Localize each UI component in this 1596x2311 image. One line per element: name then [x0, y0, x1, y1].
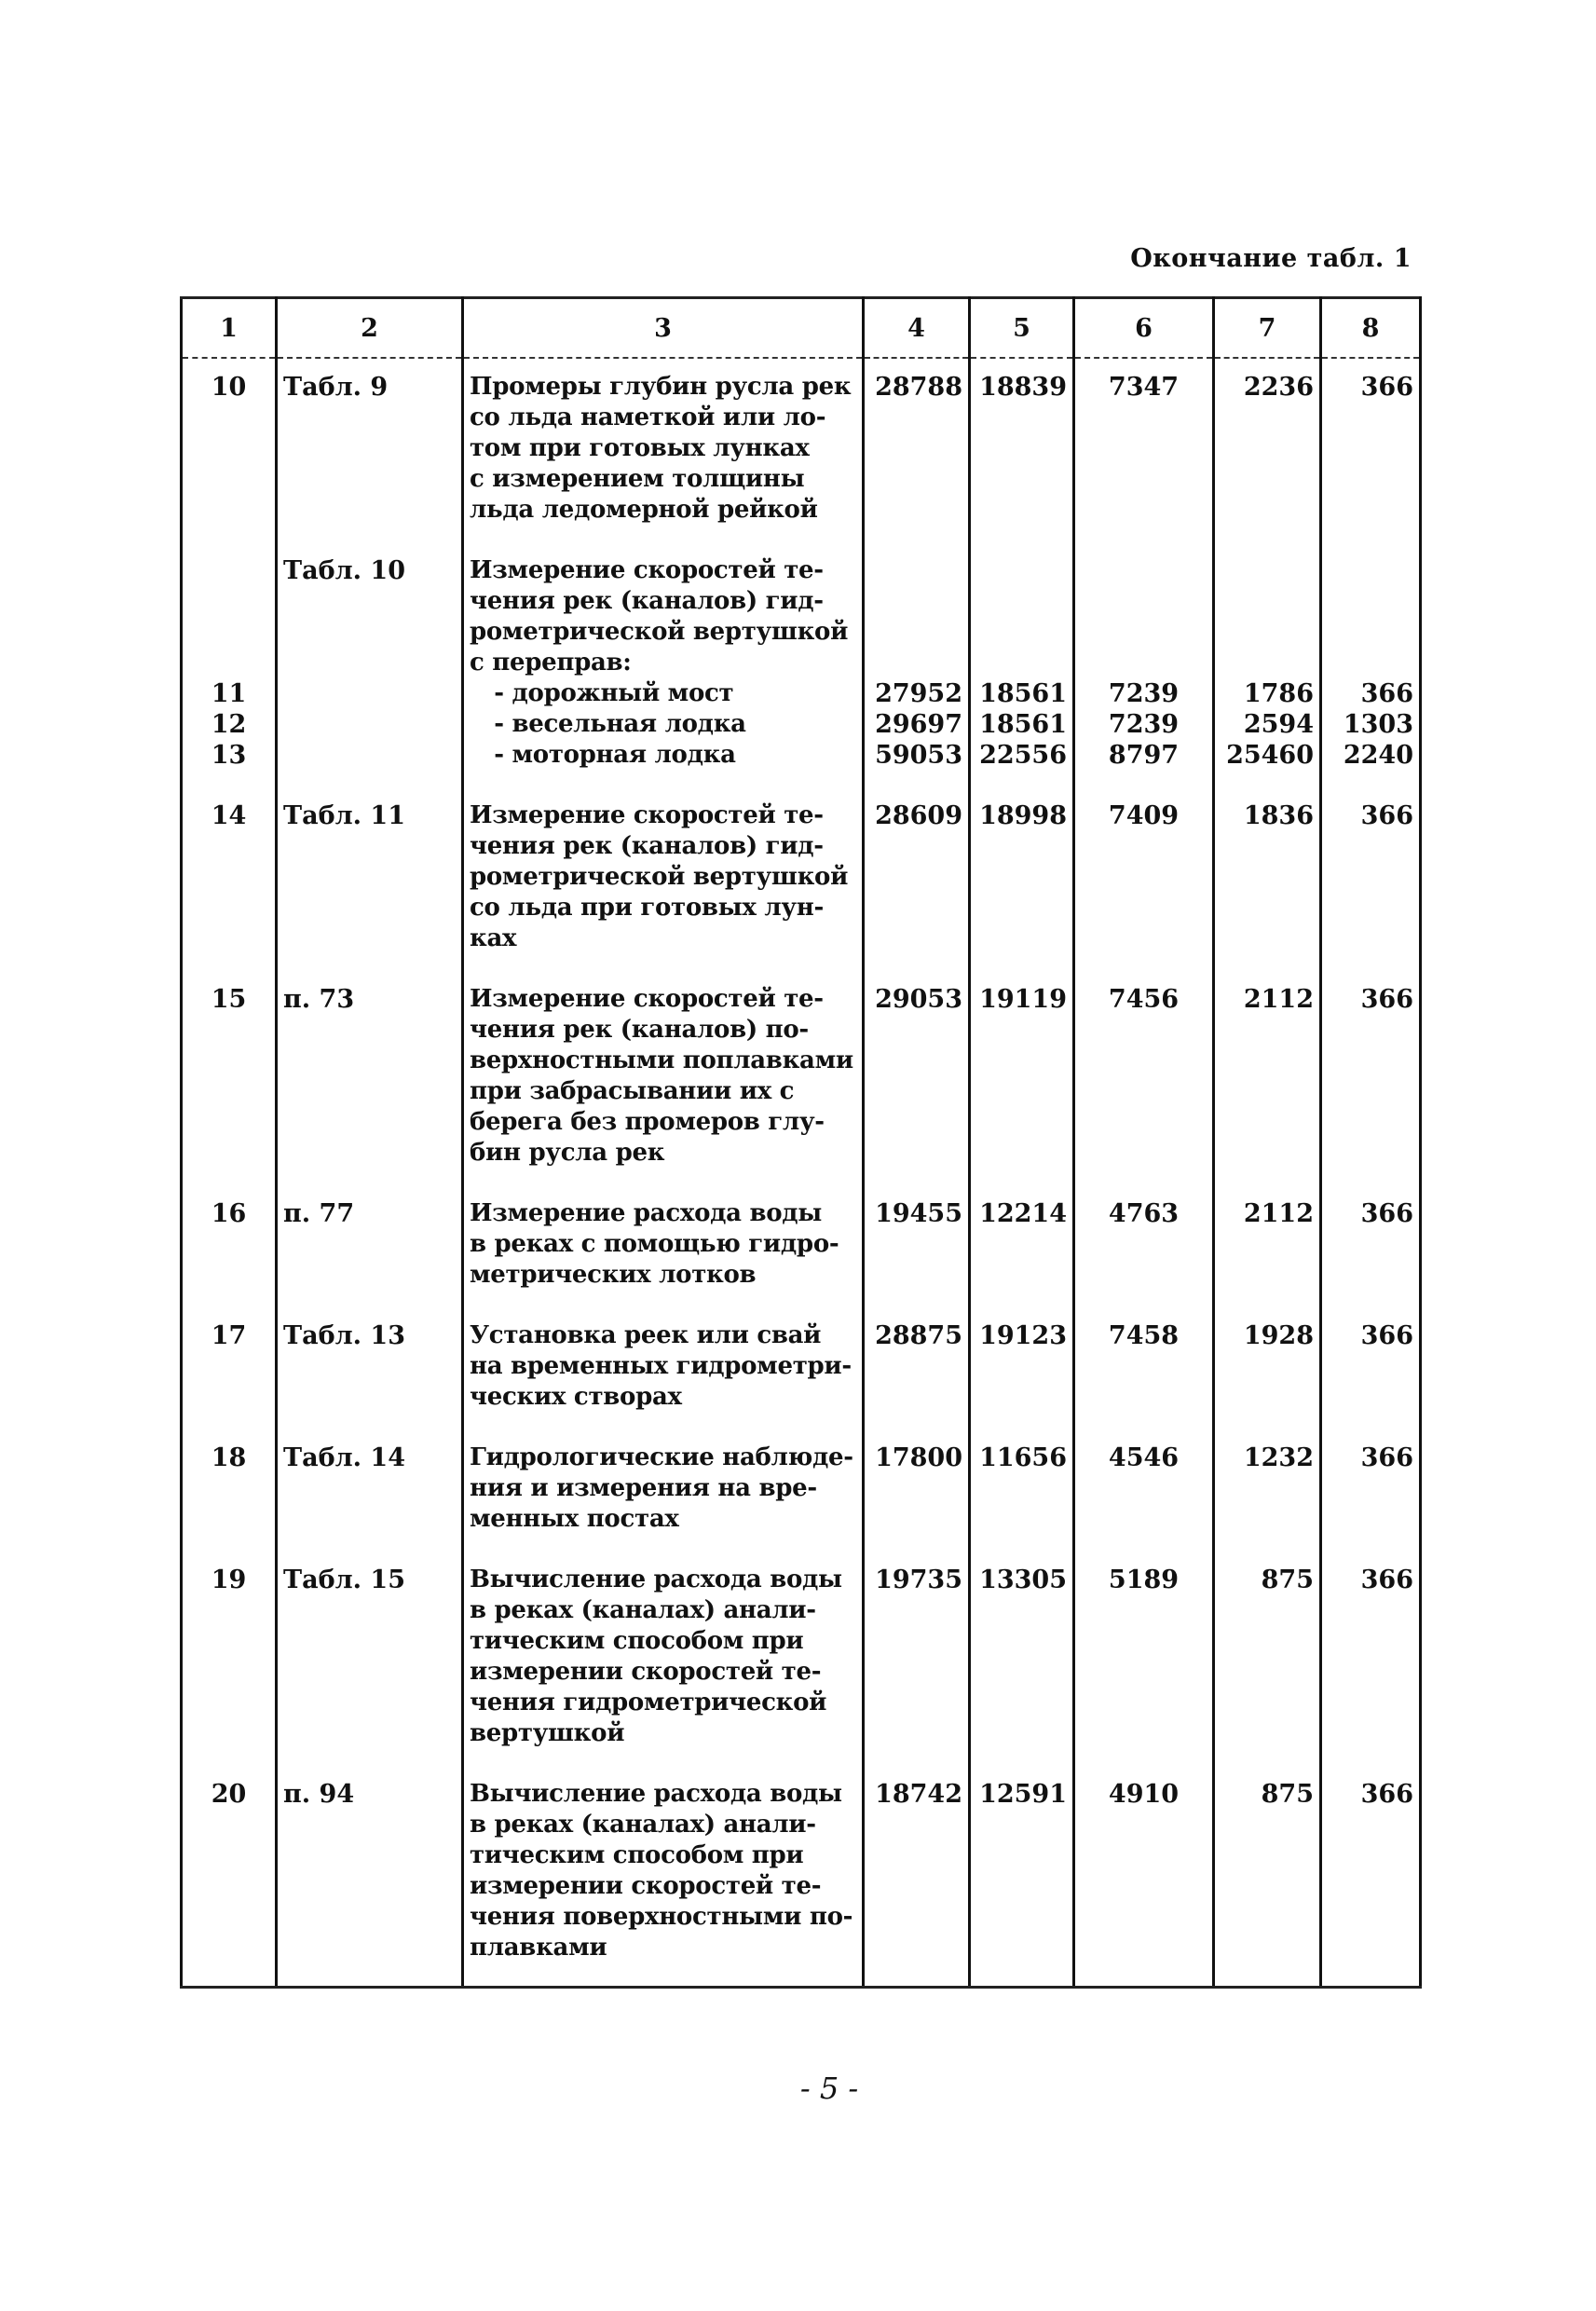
reference-cell: Табл. 14 [277, 1429, 463, 1552]
description-line: в реках (каналах) анали- [470, 1596, 816, 1624]
value-col5: 12214 [979, 1199, 1067, 1228]
description-line: с измерением толщины [470, 465, 805, 493]
description-line: метрических лотков [470, 1261, 757, 1289]
value-col6-cell [1074, 1307, 1214, 1429]
column-header: 3 [463, 298, 864, 359]
table-row [182, 358, 1421, 542]
description-cell [463, 358, 864, 542]
column-header: 4 [864, 298, 970, 359]
description-cell [463, 1185, 864, 1307]
description-line: ках [470, 924, 517, 952]
row-number: 12 [211, 710, 247, 739]
value-col8: 1303 [1343, 710, 1413, 739]
table-row [182, 1429, 1421, 1552]
value-col8: 366 [1360, 1443, 1413, 1472]
description-line: чения рек (каналов) по- [470, 1016, 809, 1044]
description-line: Измерение скоростей те- [470, 801, 824, 829]
value-col6: 4546 [1108, 1443, 1180, 1472]
value-col8: 366 [1360, 679, 1413, 708]
row-number: 16 [211, 1199, 247, 1228]
description-line: берега без промеров глу- [470, 1108, 825, 1136]
description-line: на временных гидрометри- [470, 1352, 852, 1380]
value-col5-cell [970, 787, 1074, 971]
value-col4-cell [864, 1429, 970, 1552]
value-col6: 8797 [1108, 741, 1180, 770]
row-number-cell [182, 1185, 277, 1307]
cost-table [180, 296, 1422, 1989]
value-col4-cell [864, 358, 970, 542]
reference-cell: п. 73 [277, 971, 463, 1185]
reference-cell: Табл. 9 [277, 358, 463, 542]
value-col7-cell [1214, 1429, 1321, 1552]
value-col7-cell [1214, 1766, 1321, 1988]
description-line: тическим способом при [470, 1627, 804, 1655]
row-number-cell [182, 542, 277, 787]
description-line: Установка реек или свай [470, 1321, 822, 1349]
value-col8-cell [1321, 358, 1421, 542]
value-col8-cell [1321, 1552, 1421, 1766]
description-line: бин русла рек [470, 1139, 665, 1167]
value-col7: 2236 [1243, 373, 1314, 402]
value-col7: 2112 [1243, 985, 1314, 1014]
value-col6: 7239 [1108, 679, 1180, 708]
row-number: 20 [211, 1780, 247, 1809]
table-body [182, 358, 1421, 1988]
row-number: 10 [211, 373, 247, 402]
value-col5: 19119 [979, 985, 1067, 1014]
value-col5: 18561 [979, 679, 1067, 708]
description-line: ческих створах [470, 1383, 682, 1411]
row-number: 15 [211, 985, 247, 1014]
value-col6-cell [1074, 1766, 1214, 1988]
value-col6: 7456 [1108, 985, 1180, 1014]
reference-cell: Табл. 10 [277, 542, 463, 787]
value-col4-cell [864, 1552, 970, 1766]
value-col6-cell [1074, 358, 1214, 542]
value-col4-cell [864, 1766, 970, 1988]
row-number: 11 [211, 679, 247, 708]
description-line: чения рек (каналов) гид- [470, 832, 824, 860]
value-col4: 28609 [875, 801, 962, 830]
value-col4-cell [864, 971, 970, 1185]
row-number-cell [182, 787, 277, 971]
description-line: ния и измерения на вре- [470, 1474, 817, 1502]
value-col7-cell [1214, 971, 1321, 1185]
description-cell [463, 787, 864, 971]
value-col6-cell [1074, 1185, 1214, 1307]
description-cell [463, 1307, 864, 1429]
value-col5: 22556 [979, 741, 1067, 770]
value-col6: 4763 [1108, 1199, 1180, 1228]
description-line: измерении скоростей те- [470, 1658, 822, 1686]
value-col7-cell [1214, 1552, 1321, 1766]
description-cell [463, 1429, 864, 1552]
column-header: 1 [182, 298, 277, 359]
value-col4: 28788 [875, 373, 962, 402]
column-number-header-row [182, 298, 1421, 359]
description-line: Вычисление расхода воды [470, 1566, 842, 1593]
description-line: Гидрологические наблюде- [470, 1443, 853, 1471]
description-line: в реках с помощью гидро- [470, 1230, 839, 1258]
row-number-cell [182, 358, 277, 542]
value-col8-cell [1321, 1429, 1421, 1552]
description-line: чения рек (каналов) гид- [470, 587, 824, 615]
value-col8: 2240 [1343, 741, 1413, 770]
description-line: измерении скоростей те- [470, 1872, 822, 1900]
column-header: 6 [1074, 298, 1214, 359]
description-line: Вычисление расхода воды [470, 1780, 842, 1808]
reference-cell: Табл. 15 [277, 1552, 463, 1766]
row-number: 14 [211, 801, 247, 830]
column-header: 2 [277, 298, 463, 359]
value-col8: 366 [1360, 1566, 1413, 1594]
description-cell [463, 1766, 864, 1988]
column-header: 5 [970, 298, 1074, 359]
value-col5: 18839 [979, 373, 1067, 402]
value-col8-cell [1321, 971, 1421, 1185]
value-col4: 59053 [875, 741, 962, 770]
description-line: с переправ: [470, 649, 632, 677]
value-col5: 11656 [979, 1443, 1067, 1472]
value-col6-cell [1074, 1429, 1214, 1552]
value-col8: 366 [1360, 1321, 1413, 1350]
value-col7-cell [1214, 542, 1321, 787]
row-number-cell [182, 1766, 277, 1988]
value-col4: 28875 [875, 1321, 962, 1350]
description-line: менных постах [470, 1505, 679, 1533]
value-col7-cell [1214, 1307, 1321, 1429]
description-line: Измерение скоростей те- [470, 985, 824, 1013]
description-line: льда ледомерной рейкой [470, 496, 818, 524]
reference-cell: Табл. 11 [277, 787, 463, 971]
description-line: верхностными поплавками [470, 1046, 853, 1074]
value-col7-cell [1214, 358, 1321, 542]
value-col8-cell [1321, 787, 1421, 971]
value-col7: 2112 [1243, 1199, 1314, 1228]
column-header: 7 [1214, 298, 1321, 359]
row-number: 17 [211, 1321, 247, 1350]
value-col8-cell [1321, 1185, 1421, 1307]
page-number: - 5 - [799, 2071, 859, 2106]
table-row [182, 1766, 1421, 1988]
value-col7-cell [1214, 787, 1321, 971]
value-col6: 7458 [1108, 1321, 1180, 1350]
value-col5-cell [970, 1766, 1074, 1988]
value-col7-cell [1214, 1185, 1321, 1307]
reference-cell: п. 77 [277, 1185, 463, 1307]
row-number-cell [182, 1429, 277, 1552]
value-col7: 1786 [1243, 679, 1314, 708]
row-number-cell [182, 1307, 277, 1429]
description-line: вертушкой [470, 1719, 625, 1747]
value-col5: 12591 [979, 1780, 1067, 1809]
description-line: со льда наметкой или ло- [470, 403, 826, 431]
description-line: - моторная лодка [470, 741, 736, 769]
value-col6-cell [1074, 1552, 1214, 1766]
value-col4: 19455 [875, 1199, 962, 1228]
value-col4: 18742 [875, 1780, 962, 1809]
value-col6-cell [1074, 787, 1214, 971]
value-col5-cell [970, 1429, 1074, 1552]
value-col6: 7239 [1108, 710, 1180, 739]
description-cell [463, 1552, 864, 1766]
row-number-cell [182, 1552, 277, 1766]
value-col7: 25460 [1226, 741, 1314, 770]
value-col4: 29697 [875, 710, 962, 739]
value-col4-cell [864, 1185, 970, 1307]
table-row [182, 787, 1421, 971]
value-col8: 366 [1360, 1199, 1413, 1228]
value-col4: 27952 [875, 679, 962, 708]
value-col5-cell [970, 1185, 1074, 1307]
value-col5: 19123 [979, 1321, 1067, 1350]
value-col6: 7409 [1108, 801, 1180, 830]
value-col5: 18561 [979, 710, 1067, 739]
table-row [182, 1552, 1421, 1766]
column-header: 8 [1321, 298, 1421, 359]
value-col7: 875 [1261, 1780, 1314, 1809]
value-col8-cell [1321, 542, 1421, 787]
value-col6: 4910 [1108, 1780, 1180, 1809]
value-col7: 1836 [1243, 801, 1314, 830]
value-col5-cell [970, 971, 1074, 1185]
description-line: - дорожный мост [470, 679, 734, 707]
table-row [182, 542, 1421, 787]
value-col5-cell [970, 542, 1074, 787]
value-col6-cell [1074, 542, 1214, 787]
value-col6: 5189 [1108, 1566, 1180, 1594]
value-col5-cell [970, 358, 1074, 542]
value-col4: 19735 [875, 1566, 962, 1594]
description-line: тическим способом при [470, 1841, 804, 1869]
reference-cell: Табл. 13 [277, 1307, 463, 1429]
row-number: 19 [211, 1566, 247, 1594]
table-row [182, 1307, 1421, 1429]
value-col4-cell [864, 787, 970, 971]
table-continuation-caption: Окончание табл. 1 [1130, 244, 1412, 273]
row-number: 18 [211, 1443, 247, 1472]
description-line: при забрасывании их с [470, 1077, 795, 1105]
row-number-cell [182, 971, 277, 1185]
value-col7: 875 [1261, 1566, 1314, 1594]
value-col8: 366 [1360, 801, 1413, 830]
description-line: том при готовых лунках [470, 434, 810, 462]
value-col6: 7347 [1108, 373, 1180, 402]
description-line: Измерение скоростей те- [470, 556, 824, 584]
value-col8: 366 [1360, 985, 1413, 1014]
reference-cell: п. 94 [277, 1766, 463, 1988]
description-cell [463, 971, 864, 1185]
value-col8: 366 [1360, 1780, 1413, 1809]
value-col4: 29053 [875, 985, 962, 1014]
value-col7: 1232 [1243, 1443, 1314, 1472]
description-line: чения поверхностными по- [470, 1903, 853, 1931]
description-cell [463, 542, 864, 787]
value-col5: 13305 [979, 1566, 1067, 1594]
value-col4: 17800 [875, 1443, 962, 1472]
value-col8: 366 [1360, 373, 1413, 402]
table-row [182, 971, 1421, 1185]
value-col8-cell [1321, 1307, 1421, 1429]
description-line: плавками [470, 1934, 607, 1962]
description-line: рометрической вертушкой [470, 618, 849, 646]
value-col5-cell [970, 1307, 1074, 1429]
description-line: Измерение расхода воды [470, 1199, 823, 1227]
value-col5: 18998 [979, 801, 1067, 830]
description-line: со льда при готовых лун- [470, 894, 824, 922]
value-col5-cell [970, 1552, 1074, 1766]
description-line: рометрической вертушкой [470, 863, 849, 891]
value-col4-cell [864, 1307, 970, 1429]
value-col8-cell [1321, 1766, 1421, 1988]
description-line: в реках (каналах) анали- [470, 1811, 816, 1839]
row-number: 13 [211, 741, 247, 770]
value-col6-cell [1074, 971, 1214, 1185]
description-line: - весельная лодка [470, 710, 746, 738]
table-row [182, 1185, 1421, 1307]
value-col7: 1928 [1243, 1321, 1314, 1350]
value-col4-cell [864, 542, 970, 787]
value-col7: 2594 [1243, 710, 1314, 739]
description-line: Промеры глубин русла рек [470, 373, 852, 401]
description-line: чения гидрометрической [470, 1689, 827, 1716]
